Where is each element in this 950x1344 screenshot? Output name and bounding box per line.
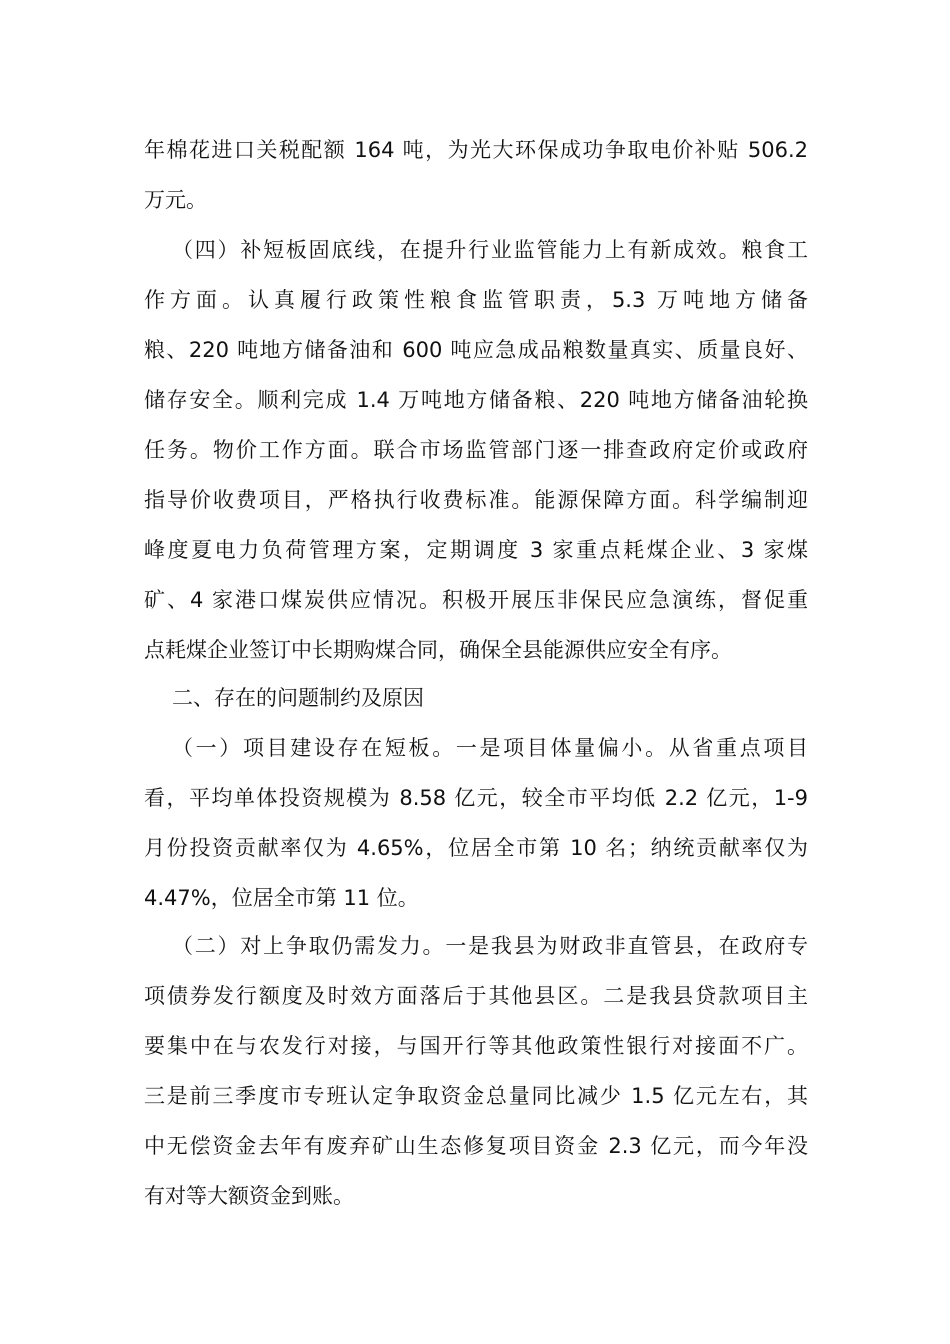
paragraph-line: 任务。物价工作方面。联合市场监管部门逐一排查政府定价或政府 [144,438,808,462]
paragraph-line: 作方面。认真履行政策性粮食监管职责，5.3 万吨地方储备 [144,288,808,312]
paragraph-line: 三是前三季度市专班认定争取资金总量同比减少 1.5 亿元左右，其 [144,1084,808,1108]
paragraph-line: 峰度夏电力负荷管理方案，定期调度 3 家重点耗煤企业、3 家煤 [144,538,808,562]
paragraph-line: 万元。 [144,188,207,212]
paragraph-line: （二）对上争取仍需发力。一是我县为财政非直管县，在政府专 [172,934,808,958]
paragraph-line: 要集中在与农发行对接，与国开行等其他政策性银行对接面不广。 [144,1034,808,1058]
paragraph-line: 中无偿资金去年有废弃矿山生态修复项目资金 2.3 亿元，而今年没 [144,1134,808,1158]
paragraph-line: 储存安全。顺利完成 1.4 万吨地方储备粮、220 吨地方储备油轮换 [144,388,808,412]
paragraph-line: 项债券发行额度及时效方面落后于其他县区。二是我县贷款项目主 [144,984,808,1008]
paragraph-line: 有对等大额资金到账。 [144,1184,354,1208]
paragraph-line: 月份投资贡献率仅为 4.65%，位居全市第 10 名；纳统贡献率仅为 [144,836,808,860]
paragraph-line: （一）项目建设存在短板。一是项目体量偏小。从省重点项目 [172,736,808,760]
paragraph-line: 4.47%，位居全市第 11 位。 [144,886,419,910]
paragraph-line: 年棉花进口关税配额 164 吨，为光大环保成功争取电价补贴 506.2 [144,138,808,162]
paragraph-line: 指导价收费项目，严格执行收费标准。能源保障方面。科学编制迎 [144,488,808,512]
paragraph-line: 矿、4 家港口煤炭供应情况。积极开展压非保民应急演练，督促重 [144,588,808,612]
paragraph-line: 点耗煤企业签订中长期购煤合同，确保全县能源供应安全有序。 [144,638,732,662]
paragraph-line: 看，平均单体投资规模为 8.58 亿元，较全市平均低 2.2 亿元，1-9 [144,786,808,810]
section-heading-line: （四）补短板固底线，在提升行业监管能力上有新成效。粮食工 [172,238,808,262]
paragraph-line: 粮、220 吨地方储备油和 600 吨应急成品粮数量真实、质量良好、 [144,338,808,362]
section-heading: 二、存在的问题制约及原因 [172,686,424,710]
